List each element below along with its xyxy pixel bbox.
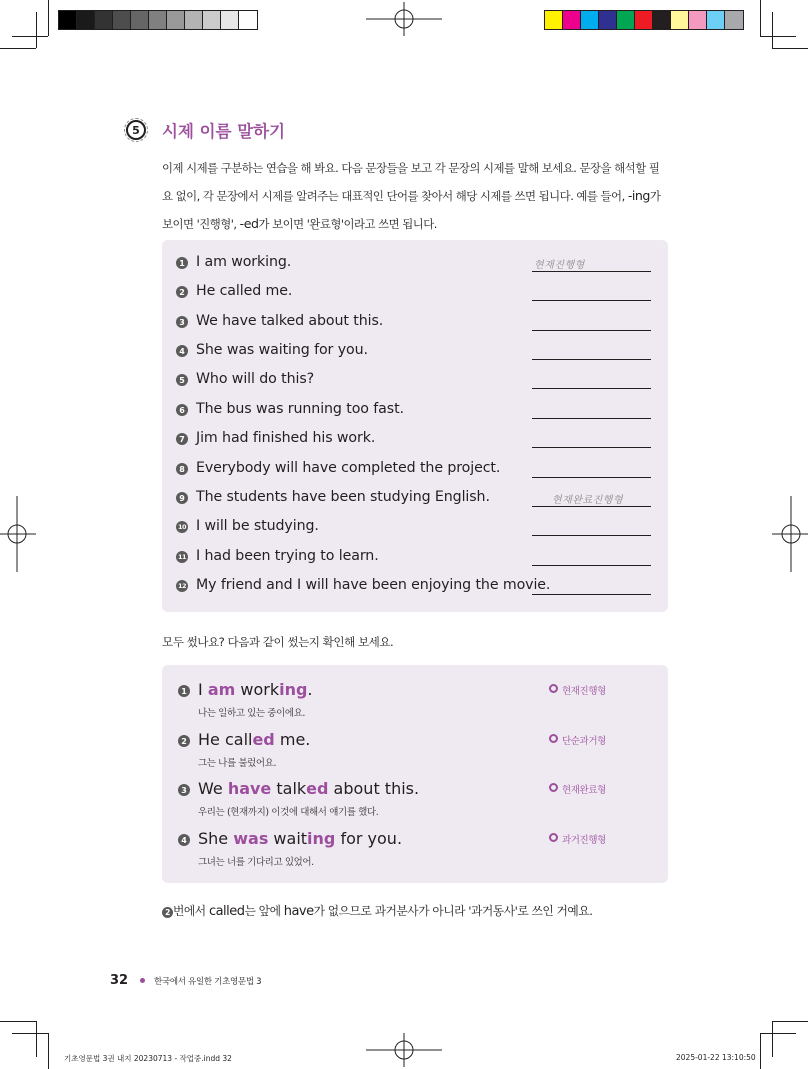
exercise-sentence: The bus was running too fast.: [196, 401, 404, 417]
exercise-sentence: She was waiting for you.: [196, 342, 368, 358]
answer-blank-line[interactable]: [532, 535, 651, 536]
answer-blank-line[interactable]: [532, 359, 651, 360]
exercise-item: [176, 370, 656, 390]
process-color-bar: [544, 10, 744, 30]
book-title: 한국에서 유일한 기초영문법 3: [154, 977, 262, 987]
registration-mark-icon: [366, 2, 442, 36]
handwritten-answer: 현재완료진행형: [552, 495, 624, 506]
color-swatch: [635, 11, 653, 29]
crop-mark: [48, 1033, 49, 1069]
color-swatch: [239, 11, 257, 29]
answer-item: [178, 680, 658, 720]
color-swatch: [59, 11, 77, 29]
answer-translation: 우리는 (현재까지) 이것에 대해서 얘기를 했다.: [198, 807, 379, 818]
slug-filename: 기초영문법 3권 내지 20230713 - 작업중.indd 32: [64, 1054, 232, 1063]
footer-bullet-icon: [140, 978, 145, 983]
color-swatch: [617, 11, 635, 29]
grayscale-color-bar: [58, 10, 258, 30]
exercise-sentence: My friend and I will have been enjoying the movie.: [196, 577, 551, 593]
exercise-item: [176, 547, 656, 567]
section-number-badge: 5: [126, 120, 146, 140]
item-number-badge: 7: [176, 433, 188, 445]
crop-mark: [12, 1033, 48, 1034]
answer-blank-line[interactable]: [532, 418, 651, 419]
answer-sentence: She was waiting for you.: [198, 829, 403, 848]
color-swatch: [203, 11, 221, 29]
tense-bullet-icon: [549, 734, 558, 743]
exercise-item: [176, 576, 656, 596]
item-number-badge: 8: [176, 463, 188, 475]
item-number-badge: 1: [176, 257, 188, 269]
exercise-item: [176, 282, 656, 302]
answer-blank-line[interactable]: [532, 565, 651, 566]
page-number: 32: [110, 973, 129, 988]
item-number-badge: 11: [177, 553, 187, 561]
answer-sentence: I am working.: [198, 680, 313, 699]
item-number-badge: 2: [178, 735, 190, 747]
tense-label: 현재진행형: [549, 683, 606, 697]
answer-translation: 그녀는 너를 기다리고 있었어.: [198, 857, 314, 868]
answer-sentence: We have talked about this.: [198, 779, 420, 798]
exercise-sentence: He called me.: [196, 283, 293, 299]
exercise-item: [176, 341, 656, 361]
color-swatch: [581, 11, 599, 29]
color-swatch: [599, 11, 617, 29]
note-number-badge: 2: [162, 907, 173, 918]
section-title: 시제 이름 말하기: [162, 122, 286, 141]
answer-translation: 그는 나를 불렀어요.: [198, 758, 277, 769]
crop-mark: [772, 12, 773, 48]
crop-mark: [760, 1033, 761, 1069]
tense-bullet-icon: [549, 783, 558, 792]
color-swatch: [185, 11, 203, 29]
color-swatch: [221, 11, 239, 29]
color-swatch: [689, 11, 707, 29]
item-number-badge: 5: [176, 374, 188, 386]
tense-label: 현재완료형: [549, 782, 606, 796]
exercise-item: [176, 253, 656, 273]
item-number-badge: 4: [178, 834, 190, 846]
color-swatch: [671, 11, 689, 29]
item-number-badge: 6: [176, 404, 188, 416]
exercise-sentence: Everybody will have completed the project.: [196, 460, 501, 476]
color-swatch: [95, 11, 113, 29]
item-number-badge: 12: [177, 582, 187, 590]
exercise-item: [176, 400, 656, 420]
exercise-item: [176, 459, 656, 479]
crop-mark: [48, 0, 49, 36]
answer-blank-line[interactable]: [532, 271, 651, 272]
color-swatch: [167, 11, 185, 29]
exercise-sentence: We have talked about this.: [196, 313, 384, 329]
crop-mark: [760, 1033, 796, 1034]
answer-item: [178, 779, 658, 819]
exercise-sentence: I am working.: [196, 254, 292, 270]
color-swatch: [545, 11, 563, 29]
color-swatch: [149, 11, 167, 29]
crop-mark: [772, 1021, 808, 1022]
crop-mark: [772, 1021, 773, 1057]
tense-label: 단순과거형: [549, 733, 606, 747]
crop-mark: [36, 1021, 37, 1057]
handwritten-answer: 현재진행형: [534, 260, 585, 271]
answer-blank-line[interactable]: [532, 388, 651, 389]
exercise-item: [176, 312, 656, 332]
item-number-badge: 1: [178, 685, 190, 697]
answer-blank-line[interactable]: [532, 477, 651, 478]
answer-blank-line[interactable]: [532, 506, 651, 507]
color-swatch: [725, 11, 743, 29]
exercise-sentence: I will be studying.: [196, 518, 319, 534]
answer-translation: 나는 일하고 있는 중이에요.: [198, 708, 306, 719]
answer-blank-line[interactable]: [532, 447, 651, 448]
intro-paragraph: 이제 시제를 구분하는 연습을 해 봐요. 다음 문장들을 보고 각 문장의 시제를 말해 보세요. 문장을 해석할 필 요 없이, 각 문장에서 시제를 알려주는 대표적인 단어를 찾아서 해당 시제를 쓰면 됩니다. 예를 들어, -ing가 보이면 '진행형', -ed가 보이면 '완료형'이라고 쓰면 됩니다.: [162, 161, 661, 231]
answer-item: [178, 730, 658, 770]
crop-mark: [0, 48, 36, 49]
registration-mark-icon: [772, 496, 808, 572]
answer-blank-line[interactable]: [532, 300, 651, 301]
crop-mark: [12, 36, 48, 37]
crop-mark: [0, 1021, 36, 1022]
exercise-item: [176, 429, 656, 449]
exercise-sentence: Who will do this?: [196, 371, 315, 387]
exercise-sentence: Jim had finished his work.: [196, 430, 376, 446]
tense-label: 과거진행형: [549, 832, 606, 846]
item-number-badge: 9: [176, 492, 188, 504]
check-instruction: 모두 썼나요? 다음과 같이 썼는지 확인해 보세요.: [162, 635, 394, 649]
crop-mark: [760, 36, 796, 37]
color-swatch: [113, 11, 131, 29]
answer-item: [178, 829, 658, 869]
item-number-badge: 3: [176, 316, 188, 328]
color-swatch: [563, 11, 581, 29]
color-swatch: [131, 11, 149, 29]
answer-blank-line[interactable]: [532, 594, 651, 595]
exercise-item: [176, 517, 656, 537]
tense-bullet-icon: [549, 833, 558, 842]
item-number-badge: 4: [176, 345, 188, 357]
color-swatch: [653, 11, 671, 29]
item-number-badge: 2: [176, 286, 188, 298]
item-number-badge: 3: [178, 784, 190, 796]
color-swatch: [707, 11, 725, 29]
registration-mark-icon: [366, 1033, 442, 1067]
item-number-badge: 10: [177, 523, 187, 531]
exercise-sentence: The students have been studying English.: [196, 489, 490, 505]
crop-mark: [760, 0, 761, 36]
answer-blank-line[interactable]: [532, 330, 651, 331]
crop-mark: [36, 12, 37, 48]
color-swatch: [77, 11, 95, 29]
footnote: 2 번에서 called는 앞에 have가 없으므로 과거분사가 아니라 '과거동사'로 쓰인 거예요.: [162, 902, 592, 919]
exercise-sentence: I had been trying to learn.: [196, 548, 379, 564]
slug-timestamp: 2025-01-22 13:10:50: [676, 1053, 756, 1062]
crop-mark: [772, 48, 808, 49]
registration-mark-icon: [0, 496, 36, 572]
exercise-item: [176, 488, 656, 508]
tense-bullet-icon: [549, 684, 558, 693]
answer-sentence: He called me.: [198, 730, 311, 749]
